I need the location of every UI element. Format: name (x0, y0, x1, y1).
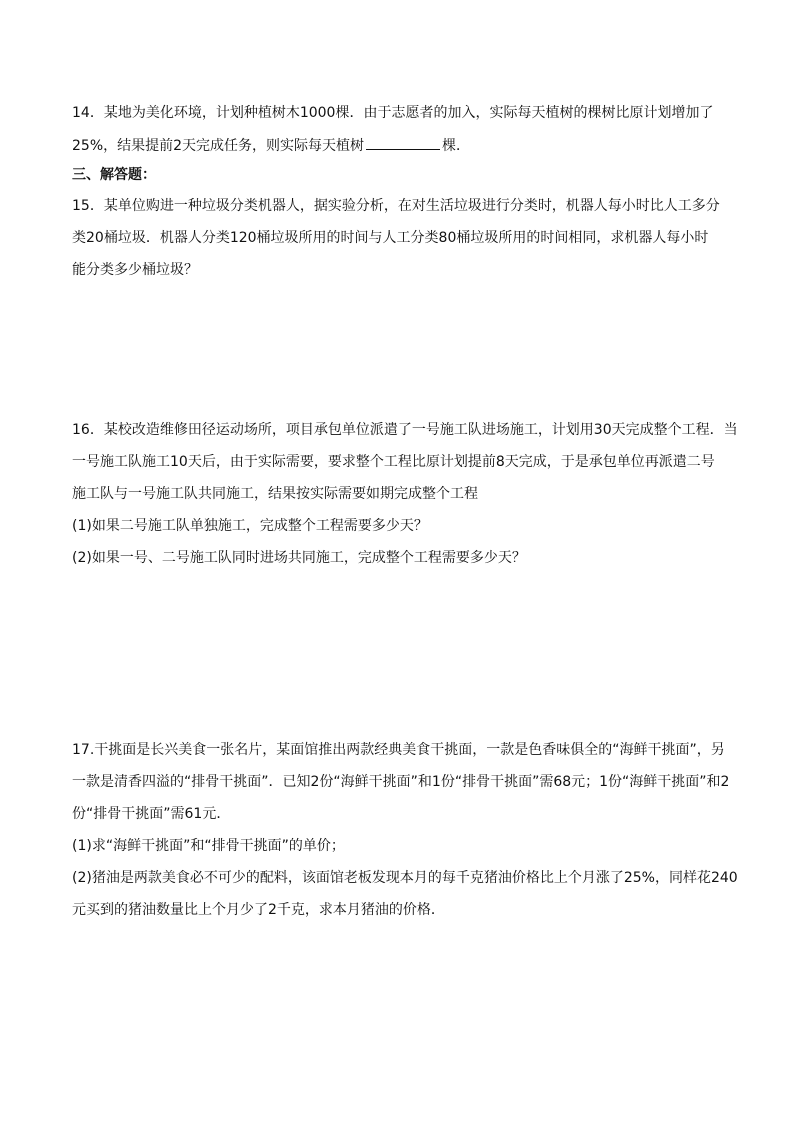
q15-line-2: 类20桶垃圾．机器人分类120桶垃圾所用的时间与人工分类80桶垃圾所用的时间相同，求机器人每小时 (72, 230, 709, 246)
q16-line-1: 16．某校改造维修田径运动场所，项目承包单位派遣了一号施工队进场施工，计划用30天完成整个工程．当 (72, 422, 738, 438)
q14-line-2-after: 棵． (442, 138, 471, 154)
q17-line-1: 17.干挑面是长兴美食一张名片，某面馆推出两款经典美食干挑面，一款是色香味俱全的“海鲜干挑面”，另 (72, 742, 725, 758)
q17-sub-question-2-line-1: (2)猪油是两款美食必不可少的配料，该面馆老板发现本月的每千克猪油价格比上个月涨了25%，同样花240 (72, 870, 738, 886)
q14-answer-blank (366, 134, 440, 150)
q14-line-2-before: 25%，结果提前2天完成任务，则实际每天植树 (72, 138, 365, 154)
q17-sub-question-1: (1)求“海鲜干挑面”和“排骨干挑面”的单价； (72, 838, 345, 854)
q14-line-2 (72, 134, 732, 156)
q17-line-3: 份“排骨干挑面”需61元． (72, 806, 231, 822)
q15-line-3: 能分类多少桶垃圾？ (72, 262, 198, 278)
q17-line-2: 一款是清香四溢的“排骨干挑面”．已知2份“海鲜干挑面”和1份“排骨干挑面”需68元；1份“海鲜干挑面”和2 (72, 774, 730, 790)
q16-line-2: 一号施工队施工10天后，由于实际需要，要求整个工程比原计划提前8天完成，于是承包单位再派遣二号 (72, 454, 715, 470)
q16-sub-question-2: (2)如果一号、二号施工队同时进场共同施工，完成整个工程需要多少天？ (72, 550, 526, 566)
q14-line-1: 14．某地为美化环境，计划种植树木1000棵．由于志愿者的加入，实际每天植树的棵树比原计划增加了 (72, 105, 714, 121)
q17-sub-question-2-line-2: 元买到的猪油数量比上个月少了2千克，求本月猪油的价格． (72, 902, 445, 918)
section-3-title: 三、解答题： (72, 167, 156, 183)
q16-line-3: 施工队与一号施工队共同施工，结果按实际需要如期完成整个工程 (72, 486, 478, 502)
q15-line-1: 15．某单位购进一种垃圾分类机器人，据实验分析，在对生活垃圾进行分类时，机器人每小时比人工多分 (72, 198, 720, 214)
q16-sub-question-1: (1)如果二号施工队单独施工，完成整个工程需要多少天？ (72, 518, 428, 534)
